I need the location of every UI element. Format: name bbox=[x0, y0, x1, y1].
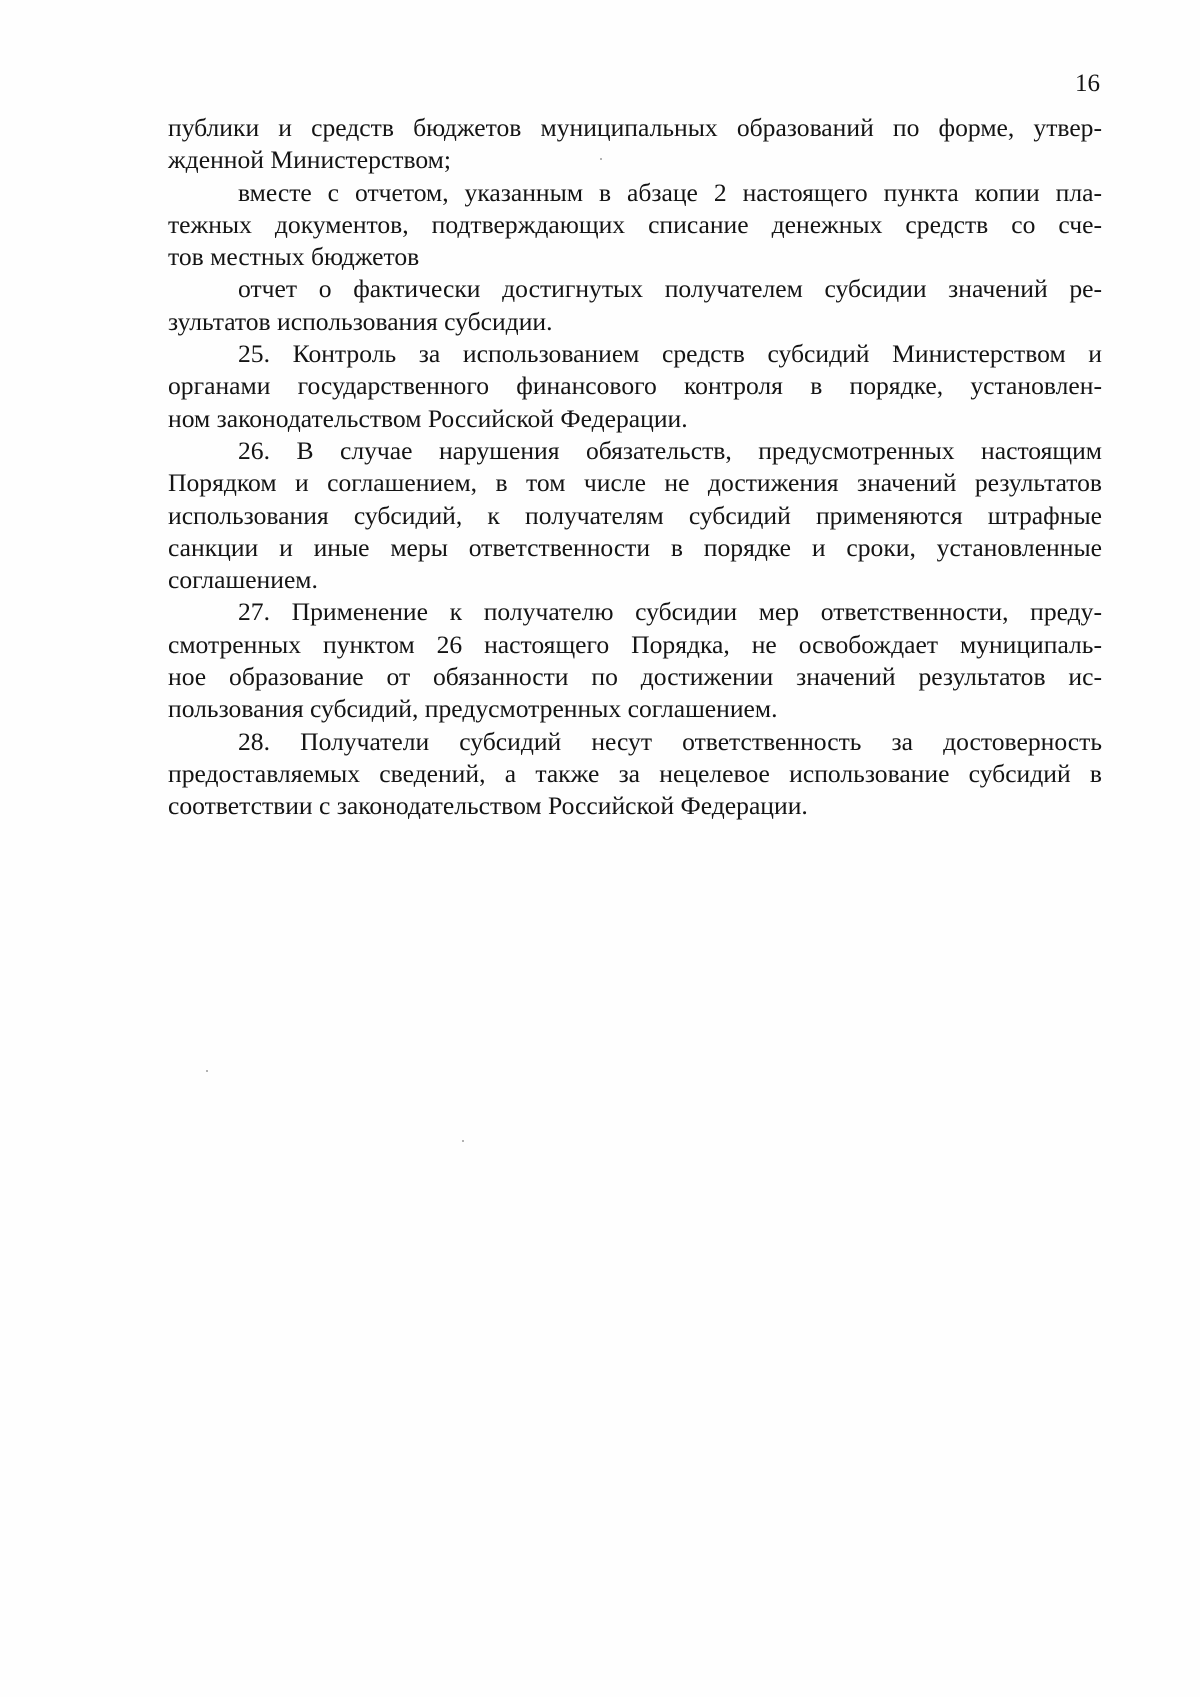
text-line: тежных документов, подтверждающих списание денежных средств со сче- bbox=[168, 209, 1102, 239]
paragraph-item-27 bbox=[168, 596, 1102, 725]
paragraph-item-26 bbox=[168, 435, 1102, 596]
text-line: использования субсидий, к получателям субсидий применяются штрафные bbox=[168, 500, 1102, 530]
text-line: 27. Применение к получателю субсидии мер ответственности, преду- bbox=[238, 597, 1102, 627]
document-body bbox=[168, 112, 1102, 823]
text-line: органами государственного финансового контроля в порядке, установлен- bbox=[168, 371, 1102, 401]
text-line: 28. Получатели субсидий несут ответственность за достоверность bbox=[238, 726, 1102, 756]
text-line: смотренных пунктом 26 настоящего Порядка, не освобождает муниципаль- bbox=[168, 629, 1102, 659]
text-line: тов местных бюджетов bbox=[168, 242, 420, 272]
paragraph-item-25 bbox=[168, 338, 1102, 435]
text-line: ном законодательством Российской Федерации. bbox=[168, 403, 688, 433]
text-line: 25. Контроль за использованием средств субсидий Министерством и bbox=[238, 339, 1102, 369]
text-line: предоставляемых сведений, а также за нецелевое использование субсидий в bbox=[168, 758, 1102, 788]
paragraph-continuation bbox=[168, 112, 1102, 177]
page-number: 16 bbox=[1075, 70, 1100, 97]
text-line: ное образование от обязанности по достижении значений результатов ис- bbox=[168, 662, 1102, 692]
text-line: отчет о фактически достигнутых получателем субсидии значений ре- bbox=[238, 274, 1102, 304]
text-line: санкции и иные меры ответственности в порядке и сроки, установленные bbox=[168, 532, 1102, 562]
text-line: зультатов использования субсидии. bbox=[168, 306, 553, 336]
paragraph-payment-documents bbox=[168, 177, 1102, 274]
text-line: Порядком и соглашением, в том числе не достижения значений результатов bbox=[168, 468, 1102, 498]
text-line: соглашением. bbox=[168, 565, 318, 595]
paragraph-item-28 bbox=[168, 726, 1102, 823]
scan-speck bbox=[206, 1070, 208, 1072]
paragraph-results-report bbox=[168, 273, 1102, 338]
text-line: жденной Министерством; bbox=[168, 145, 451, 175]
text-line: соответствии с законодательством Российской Федерации. bbox=[168, 791, 808, 821]
text-line: вместе с отчетом, указанным в абзаце 2 настоящего пункта копии пла- bbox=[238, 177, 1102, 207]
text-line: пользования субсидий, предусмотренных соглашением. bbox=[168, 694, 778, 724]
scan-speck bbox=[600, 158, 602, 160]
text-line: 26. В случае нарушения обязательств, предусмотренных настоящим bbox=[238, 435, 1102, 465]
scan-speck bbox=[462, 1140, 464, 1142]
text-line: публики и средств бюджетов муниципальных образований по форме, утвер- bbox=[168, 113, 1102, 142]
